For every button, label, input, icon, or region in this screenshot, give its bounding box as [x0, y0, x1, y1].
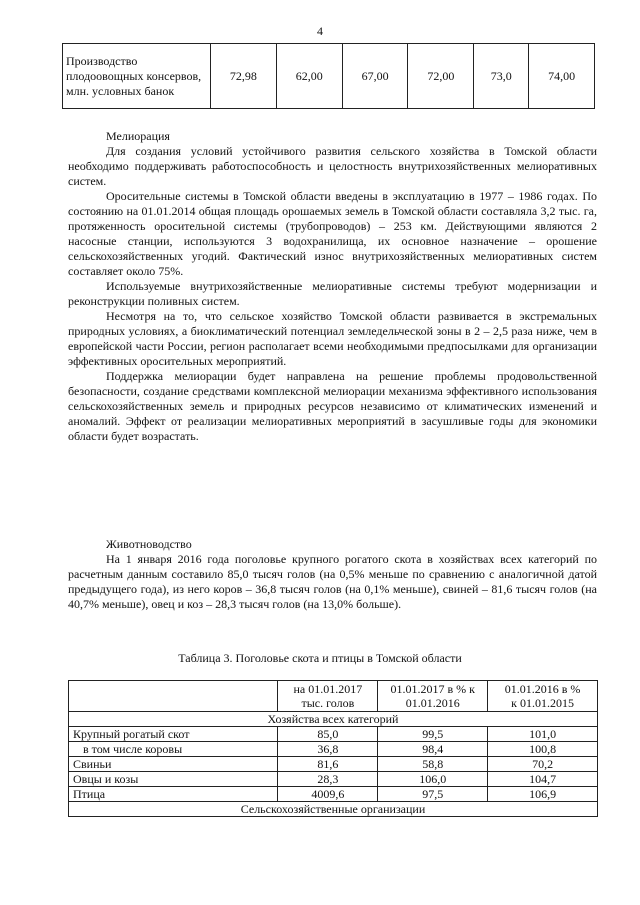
table-cell: 70,2 [488, 757, 598, 772]
row-label: Птица [69, 787, 278, 802]
production-table [62, 43, 595, 109]
table-cell: 62,00 [276, 44, 342, 109]
table-cell: 97,5 [378, 787, 488, 802]
section-heading: Мелиорация [106, 129, 170, 143]
section-cell: Хозяйства всех категорий [69, 712, 598, 727]
paragraph: Оросительные системы в Томской области введены в эксплуатацию в 1977 – 1986 годах. По состоянию на 01.01.2014 общая площадь орошаемых земель в Томской области составляла 3,2 тыс. га, протяженность оросительной системы (трубопроводов) – 253 км. Действующими являются 2 насосные станции, используются 3 водохранилища, их основное назначение – орошение сельскохозяйственных угодий. Фактический износ внутрихозяйственных мелиоративных систем составляет около 75%. [68, 189, 597, 278]
row-label: Производство плодоовощных консервов, млн. условных банок [63, 44, 211, 109]
table-caption: Таблица 3. Поголовье скота и птицы в Томской области [178, 651, 462, 665]
row-label: Овцы и козы [69, 772, 278, 787]
paragraph: Используемые внутрихозяйственные мелиоративные системы требуют модернизации и реконструкции поливных систем. [68, 279, 597, 308]
paragraph: Для создания условий устойчивого развития сельского хозяйства в Томской области необходимо поддерживать работоспособность и целостность внутрихозяйственных мелиоративных систем. [68, 144, 597, 188]
livestock-section [68, 537, 597, 612]
melioration-section [68, 129, 597, 444]
page-number: 4 [317, 24, 323, 38]
paragraph: На 1 января 2016 года поголовье крупного рогатого скота в хозяйствах всех категорий по расчетным данным составило 85,0 тысяч голов (на 0,5% меньше по сравнению с аналогичной датой предыдущего года), из него коров – 36,8 тысяч голов (на 0,1% меньше), свиней – 81,6 тысяч голов (на 40,7% меньше), овец и коз – 28,3 тысяч голов (на 13,0% больше). [68, 552, 597, 611]
livestock-table [68, 680, 598, 817]
table-cell: 106,9 [488, 787, 598, 802]
header-line: 01.01.2016 [405, 696, 460, 710]
table-cell: 100,8 [488, 742, 598, 757]
table-row [69, 727, 598, 742]
paragraph: Несмотря на то, что сельское хозяйство Томской области развивается в экстремальных природных условиях, а биоклиматический потенциал земледельческой зоны в 2 – 2,5 раза ниже, чем в европейской части России, регион располагает всеми необходимыми предпосылками для организации эффективных оросительных мероприятий. [68, 309, 597, 368]
section-cell: Сельскохозяйственные организации [69, 802, 598, 817]
header-line: на 01.01.2017 [293, 682, 363, 696]
table-cell: 72,00 [408, 44, 474, 109]
table-header-row [69, 681, 598, 712]
table-cell: 73,0 [474, 44, 529, 109]
table-cell: 28,3 [278, 772, 378, 787]
header-line: 01.01.2017 в % к [390, 682, 475, 696]
table-cell: 4009,6 [278, 787, 378, 802]
table-row [69, 757, 598, 772]
table-cell: 58,8 [378, 757, 488, 772]
header-cell [488, 681, 598, 712]
table-row [69, 787, 598, 802]
paragraph: Поддержка мелиорации будет направлена на решение проблемы продовольственной безопасности, создание средствами комплексной мелиорации механизма эффективного использования сельскохозяйственных земель и природных ресурсов независимо от климатических изменений и аномалий. Эффект от реализации мелиоративных мероприятий в засушливые годы для экономики области будет возрастать. [68, 369, 597, 443]
table-cell: 101,0 [488, 727, 598, 742]
table-cell: 104,7 [488, 772, 598, 787]
table-cell: 98,4 [378, 742, 488, 757]
table-cell: 106,0 [378, 772, 488, 787]
row-label: Крупный рогатый скот [69, 727, 278, 742]
section-heading: Животноводство [106, 537, 192, 551]
row-label: Свиньи [69, 757, 278, 772]
table-row [69, 772, 598, 787]
section-row [69, 712, 598, 727]
table-cell: 67,00 [342, 44, 408, 109]
table-cell: 74,00 [529, 44, 595, 109]
header-line: 01.01.2016 в % [504, 682, 581, 696]
table-cell: 72,98 [211, 44, 277, 109]
row-label: в том числе коровы [69, 742, 278, 757]
table-cell: 99,5 [378, 727, 488, 742]
table-cell: 85,0 [278, 727, 378, 742]
header-line: к 01.01.2015 [511, 696, 574, 710]
header-cell [378, 681, 488, 712]
table-row [63, 44, 595, 109]
header-cell [278, 681, 378, 712]
table-cell: 36,8 [278, 742, 378, 757]
header-cell-empty [69, 681, 278, 712]
section-row [69, 802, 598, 817]
table-row [69, 742, 598, 757]
header-line: тыс. голов [301, 696, 355, 710]
table-cell: 81,6 [278, 757, 378, 772]
